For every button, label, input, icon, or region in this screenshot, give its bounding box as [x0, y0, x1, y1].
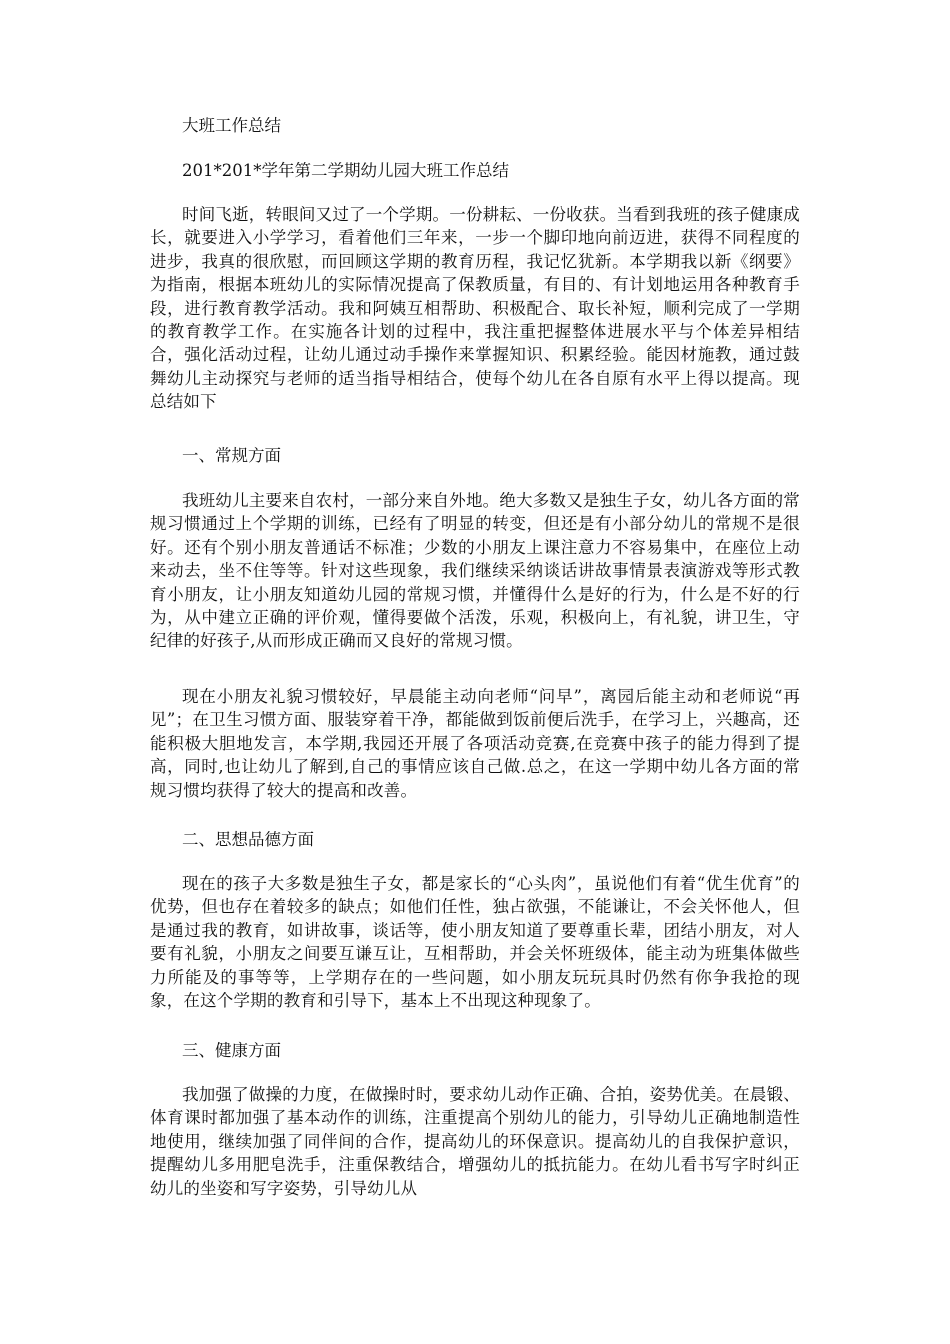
section-heading-routine: 一、常规方面 — [182, 446, 281, 465]
document-title: 大班工作总结 — [182, 116, 281, 135]
section-heading-morality: 二、思想品德方面 — [182, 830, 314, 849]
intro-paragraph: 时间飞逝，转眼间又过了一个学期。一份耕耘、一份收获。当看到我班的孩子健康成长，就要进入小学学习，看着他们三年来，一步一个脚印地向前迈进，获得不同程度的进步，我真的很欣慰，而回顾这学期的教育历程，我记忆犹新。本学期我以新《纲要》为指南，根据本班幼儿的实际情况提高了保教质量，有目的、有计划地运用各种教育手段，进行教育教学活动。我和阿姨互相帮助、积极配合、取长补短，顺利完成了一学期的教育教学工作。在实施各计划的过程中，我注重把握整体进展水平与个体差异相结合，强化活动过程，让幼儿通过动手操作来掌握知识、积累经验。能因材施教，通过鼓舞幼儿主动探究与老师的适当指导相结合，使每个幼儿在各自原有水平上得以提高。现总结如下 — [150, 205, 800, 412]
morality-paragraph: 现在的孩子大多数是独生子女，都是家长的“心头肉”，虽说他们有着“优生优育”的优势，但也存在着较多的缺点；如他们任性，独占欲强，不能谦让，不会关怀他人，但是通过我的教育，如讲故事，谈话等，使小朋友知道了要尊重长辈，团结小朋友，对人要有礼貌，小朋友之间要互谦互让，互相帮助，并会关怀班级体，能主动为班集体做些力所能及的事等等，上学期存在的一些问题，如小朋友玩玩具时仍然有你争我抢的现象，在这个学期的教育和引导下，基本上不出现这种现象了。 — [150, 874, 800, 1011]
section-heading-health: 三、健康方面 — [182, 1041, 281, 1060]
routine-paragraph-1: 我班幼儿主要来自农村，一部分来自外地。绝大多数又是独生子女，幼儿各方面的常规习惯通过上个学期的训练，已经有了明显的转变，但还是有小部分幼儿的常规不是很好。还有个别小朋友普通话不标准；少数的小朋友上课注意力不容易集中，在座位上动来动去，坐不住等等。针对这些现象，我们继续采纳谈话讲故事情景表演游戏等形式教育小朋友，让小朋友知道幼儿园的常规习惯，并懂得什么是好的行为，什么是不好的行为，从中建立正确的评价观，懂得要做个活泼，乐观，积极向上，有礼貌，讲卫生，守纪律的好孩子,从而形成正确而又良好的常规习惯。 — [150, 491, 800, 651]
document-subtitle: 201*201*学年第二学期幼儿园大班工作总结 — [182, 161, 509, 180]
health-paragraph: 我加强了做操的力度，在做操时时，要求幼儿动作正确、合拍，姿势优美。在晨锻、体育课时都加强了基本动作的训练，注重提高个别幼儿的能力，引导幼儿正确地制造性地使用，继续加强了同伴间的合作，提高幼儿的环保意识。提高幼儿的自我保护意识，提醒幼儿多用肥皂洗手，注重保教结合，增强幼儿的抵抗能力。在幼儿看书写字时纠正幼儿的坐姿和写字姿势，引导幼儿从 — [150, 1085, 800, 1198]
routine-paragraph-2: 现在小朋友礼貌习惯较好，早晨能主动向老师“问早”，离园后能主动和老师说“再见”；在卫生习惯方面、服装穿着干净，都能做到饭前便后洗手，在学习上，兴趣高，还能积极大胆地发言，本学期,我园还开展了各项活动竞赛,在竞赛中孩子的能力得到了提高，同时,也让幼儿了解到,自己的事情应该自己做.总之，在这一学期中幼儿各方面的常规习惯均获得了较大的提高和改善。 — [150, 687, 800, 800]
